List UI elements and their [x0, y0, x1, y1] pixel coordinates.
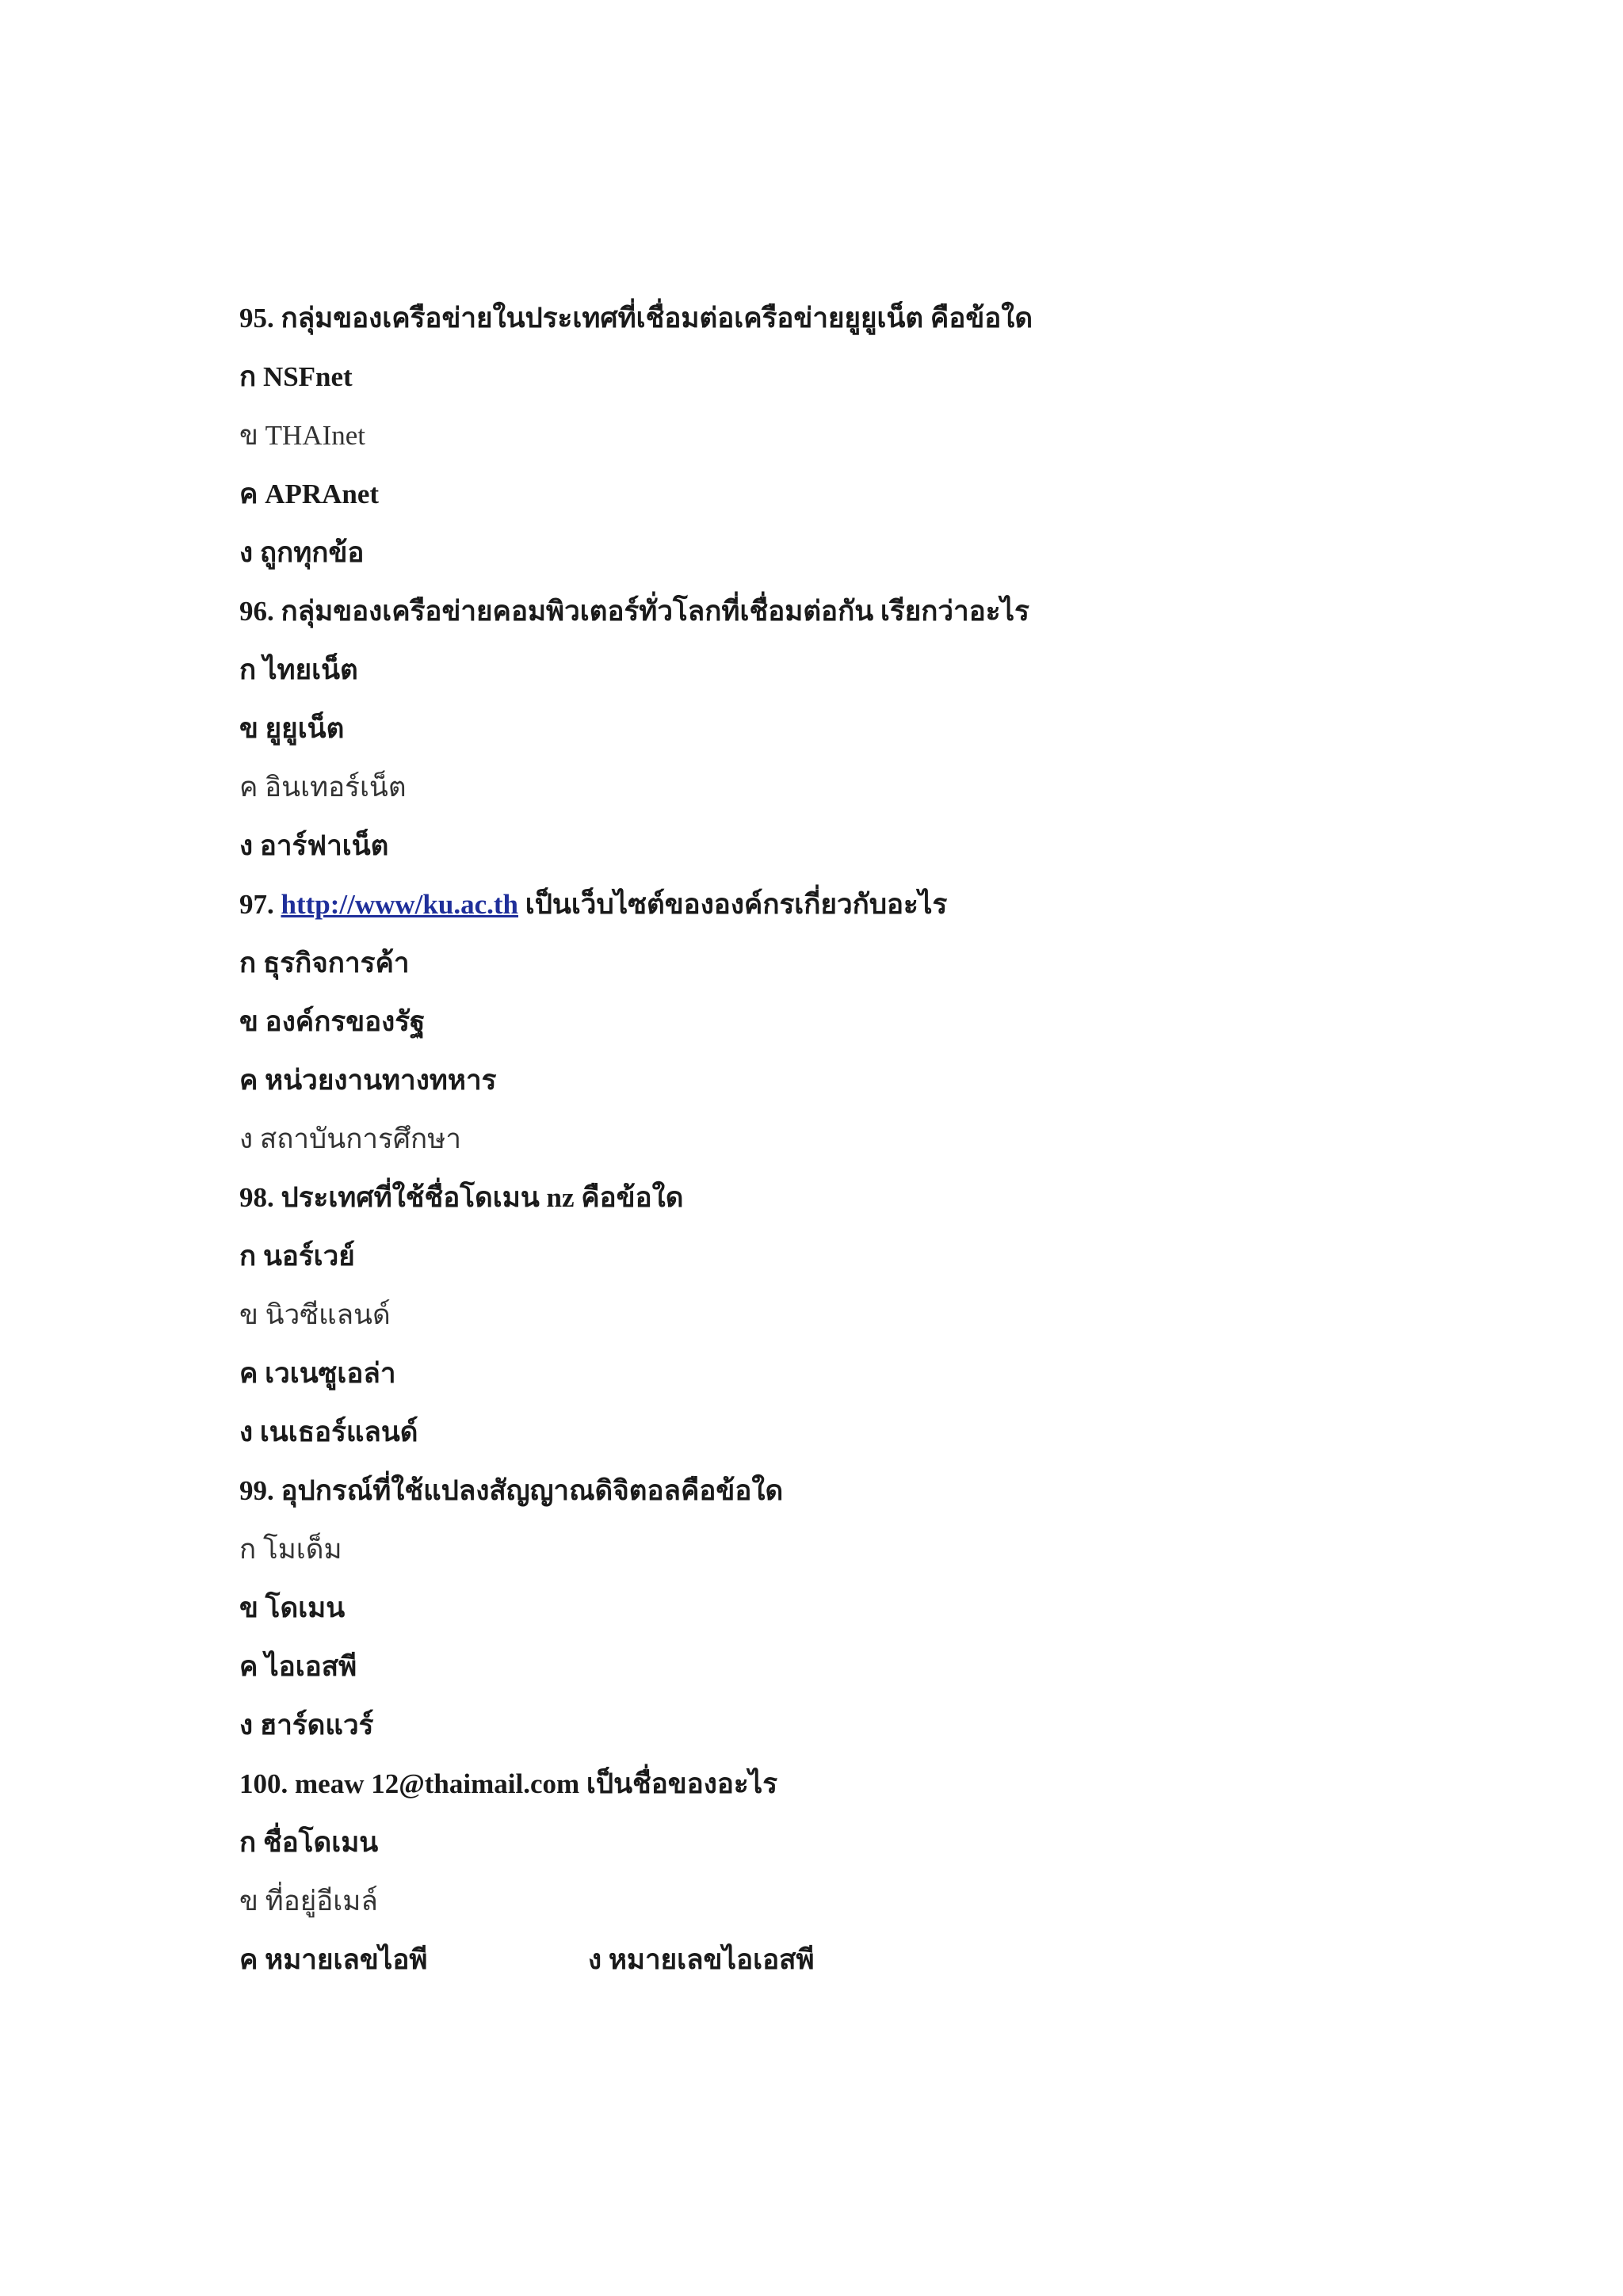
- question-95-option-a: ก NSFnet: [239, 361, 353, 392]
- question-96-option-c: ค อินเทอร์เน็ต: [239, 772, 407, 803]
- question-100-option-d: ง หมายเลขไอเอสพี: [588, 1944, 815, 1975]
- question-96-option-b: ข ยูยูเน็ต: [239, 713, 345, 744]
- question-99-option-c: ค ไอเอสพี: [239, 1651, 357, 1682]
- question-97-option-a: ก ธุรกิจการค้า: [239, 948, 410, 978]
- question-100-option-b: ข ที่อยู่อีเมล์: [239, 1886, 378, 1917]
- question-97-url-link[interactable]: http://www/ku.ac.th: [281, 889, 518, 920]
- question-100-stem: 100. meaw 12@thaimail.com เป็นชื่อของอะไร: [239, 1768, 778, 1799]
- document-body: [239, 295, 1428, 1995]
- question-97-stem-text: เป็นเว็บไซต์ขององค์กรเกี่ยวกับอะไร: [525, 889, 948, 920]
- question-99-option-a: ก โมเด็ม: [239, 1534, 342, 1565]
- question-99-option-d: ง ฮาร์ดแวร์: [239, 1710, 374, 1741]
- question-97-stem: [239, 881, 1428, 940]
- question-100-options-cd-row: [239, 1936, 1428, 1995]
- question-96-option-a: ก ไทยเน็ต: [239, 654, 358, 685]
- question-98-option-b: ข นิวซีแลนด์: [239, 1299, 391, 1330]
- question-99-option-b: ข โดเมน: [239, 1592, 346, 1623]
- question-97-option-d: ง สถาบันการศึกษา: [239, 1123, 461, 1154]
- question-95-option-c: ค APRAnet: [239, 479, 380, 509]
- question-96-option-d: ง อาร์ฟาเน็ต: [239, 830, 389, 861]
- question-98-option-d: ง เนเธอร์แลนด์: [239, 1417, 418, 1447]
- question-99-stem: 99. อุปกรณ์ที่ใช้แปลงสัญญาณดิจิตอลคือข้อใด: [239, 1475, 784, 1506]
- question-97-option-c: ค หน่วยงานทางทหาร: [239, 1065, 497, 1096]
- question-100-option-c: ค หมายเลขไอพี: [239, 1944, 428, 1975]
- question-95-option-b: ข THAInet: [239, 420, 366, 451]
- question-98-option-a: ก นอร์เวย์: [239, 1241, 355, 1272]
- question-96-stem: 96. กลุ่มของเครือข่ายคอมพิวเตอร์ทั่วโลกที่เชื่อมต่อกัน เรียกว่าอะไร: [239, 596, 1029, 627]
- question-97-number: 97.: [239, 889, 274, 920]
- question-100-option-a: ก ชื่อโดเมน: [239, 1827, 379, 1858]
- question-95-option-d: ง ถูกทุกข้อ: [239, 537, 365, 568]
- question-98-option-c: ค เวเนซูเอล่า: [239, 1358, 396, 1389]
- question-98-stem: 98. ประเทศที่ใช้ชื่อโดเมน nz คือข้อใด: [239, 1182, 684, 1213]
- question-95-stem: 95. กลุ่มของเครือข่ายในประเทศที่เชื่อมต่อเครือข่ายยูยูเน็ต คือข้อใด: [239, 303, 1033, 334]
- question-97-option-b: ข องค์กรของรัฐ: [239, 1006, 426, 1037]
